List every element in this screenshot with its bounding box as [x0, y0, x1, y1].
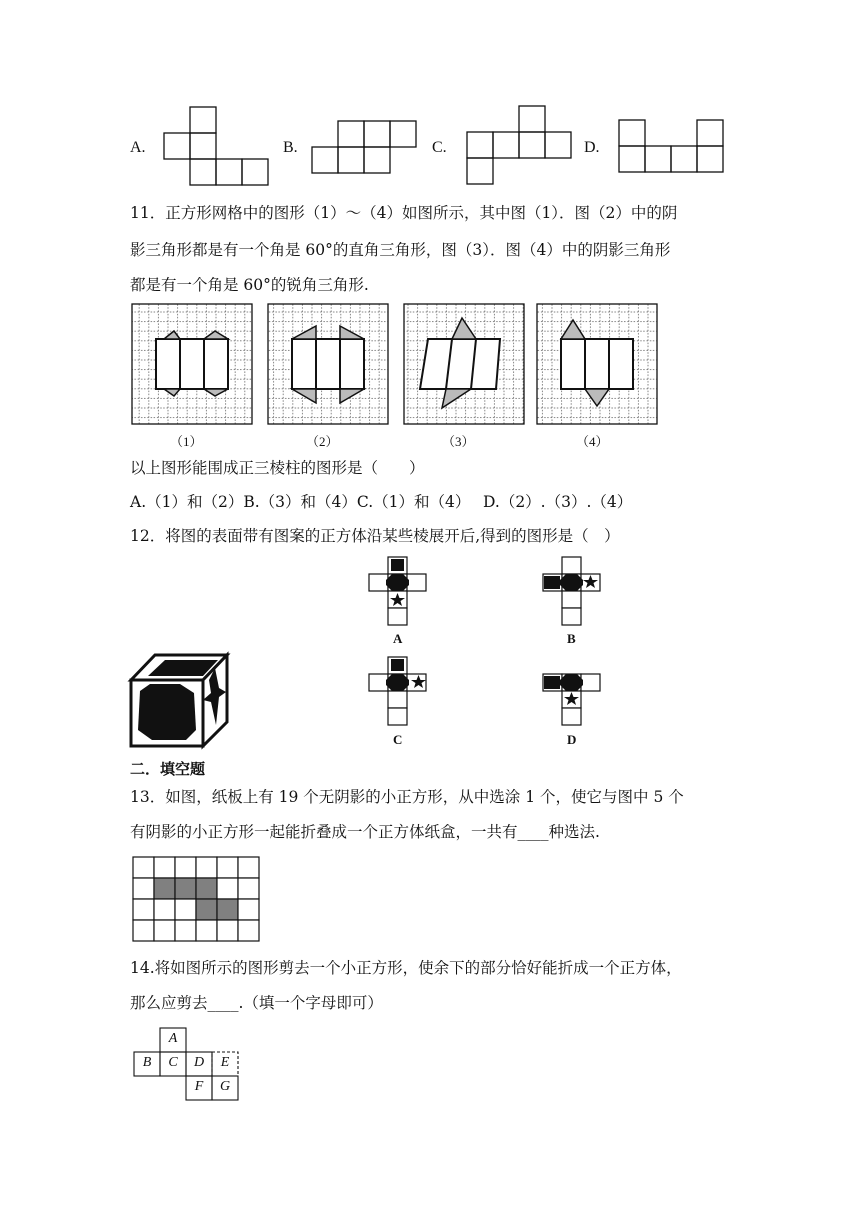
q14-letter-c: C — [168, 1055, 178, 1070]
q10-option-a-label: A. — [130, 139, 146, 156]
q14-letter-a: A — [168, 1031, 178, 1046]
q12-label-b: B — [567, 631, 576, 646]
q14-text-line1: 14.将如图所示的图形剪去一个小正方形，使余下的部分恰好能折成一个正方体， — [130, 959, 682, 977]
q11-caption-4: （4） — [576, 434, 609, 449]
q11-choices: A.（1）和（2）B.（3）和（4）C.（1）和（4） D.（2）.（3）.（4） — [130, 493, 633, 511]
q11-caption-1: （1） — [170, 434, 203, 449]
q12-text: 12．将图的表面带有图案的正方体沿某些棱展开后,得到的图形是（ ） — [130, 527, 620, 545]
q10-option-d-label: D. — [584, 139, 600, 156]
q13-text-line2: 有阴影的小正方形一起能折叠成一个正方体纸盒，一共有____种选法. — [130, 823, 600, 841]
section-title-fill-in: 二．填空题 — [130, 760, 206, 778]
q12-label-d: D — [567, 732, 577, 747]
q14-letter-b: B — [142, 1055, 152, 1070]
q14-letter-g: G — [219, 1079, 231, 1094]
q11-text-line3: 都是有一个角是 60°的锐角三角形. — [130, 276, 369, 294]
q11-text-line1: 11．正方形网格中的图形（1）～（4）如图所示，其中图（1）．图（2）中的阴 — [130, 204, 678, 222]
q12-label-a: A — [393, 631, 403, 646]
q13-text-line1: 13．如图，纸板上有 19 个无阴影的小正方形，从中选涂 1 个，使它与图中 5 个 — [130, 788, 684, 806]
q10-option-b-label: B. — [283, 139, 298, 156]
q11-caption-2: （2） — [306, 434, 339, 449]
q11-question: 以上图形能围成正三棱柱的图形是（ ） — [130, 459, 425, 477]
q11-text-line2: 影三角形都是有一个角是 60°的直角三角形，图（3）．图（4）中的阴影三角形 — [130, 241, 671, 259]
q14-text-line2: 那么应剪去____.（填一个字母即可） — [130, 994, 383, 1012]
q10-option-c-label: C. — [432, 139, 447, 156]
q14-letter-d: D — [193, 1055, 205, 1070]
q14-letter-f: F — [194, 1079, 204, 1094]
q11-caption-3: （3） — [442, 434, 475, 449]
q14-letter-e: E — [220, 1055, 230, 1070]
q12-label-c: C — [393, 732, 403, 747]
